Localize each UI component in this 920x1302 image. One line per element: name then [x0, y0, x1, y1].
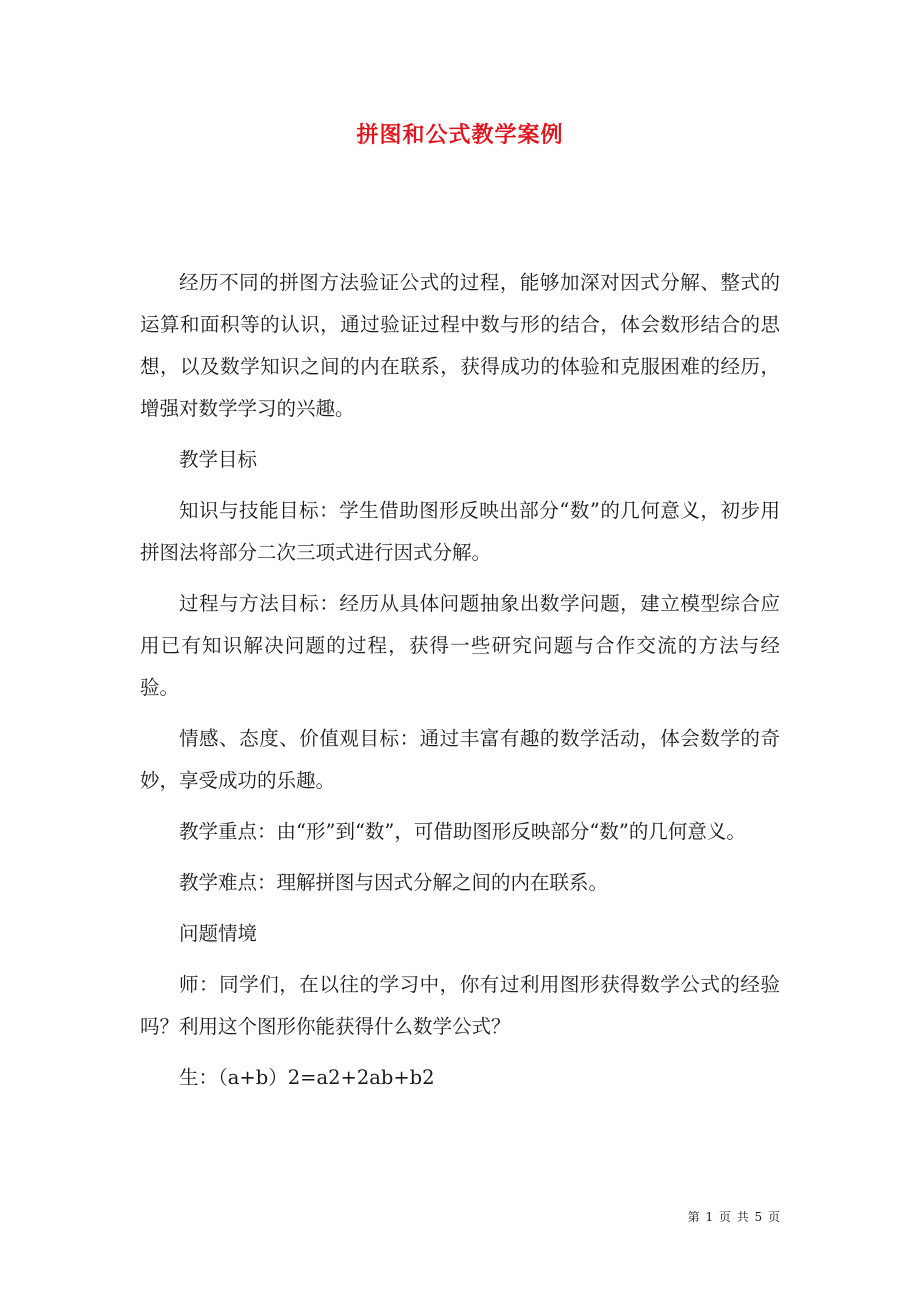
section-heading-objectives: 教学目标 — [179, 448, 258, 471]
knowledge-objective-paragraph: 知识与技能目标：学生借助图形反映出部分“数”的几何意义，初步用拼图法将部分二次三项式进行因式分解。 — [140, 499, 780, 564]
key-point-paragraph: 教学重点：由“形”到“数”，可借助图形反映部分“数”的几何意义。 — [179, 820, 746, 843]
document-body — [140, 262, 780, 1108]
page-number-footer: 第 1 页 共 5 页 — [687, 1210, 781, 1224]
section-heading-scenario: 问题情境 — [179, 922, 258, 945]
teacher-question-paragraph: 师：同学们，在以往的学习中，你有过利用图形获得数学公式的经验吗？利用这个图形你能获得什么数学公式？ — [140, 973, 780, 1038]
attitude-objective-paragraph: 情感、态度、价值观目标：通过丰富有趣的数学活动，体会数学的奇妙，享受成功的乐趣。 — [140, 727, 780, 792]
process-objective-paragraph: 过程与方法目标：经历从具体问题抽象出数学问题，建立模型综合应用已有知识解决问题的过程，获得一些研究问题与合作交流的方法与经验。 — [140, 592, 780, 699]
student-answer-paragraph: 生：（a+b）2=a2+2ab+b2 — [179, 1066, 435, 1089]
difficulty-paragraph: 教学难点：理解拼图与因式分解之间的内在联系。 — [179, 871, 609, 894]
document-title: 拼图和公式教学案例 — [356, 122, 564, 148]
intro-paragraph: 经历不同的拼图方法验证公式的过程，能够加深对因式分解、整式的运算和面积等的认识，通过验证过程中数与形的结合，体会数形结合的思想，以及数学知识之间的内在联系，获得成功的体验和克服困难的经历，增强对数学学习的兴趣。 — [140, 271, 780, 420]
